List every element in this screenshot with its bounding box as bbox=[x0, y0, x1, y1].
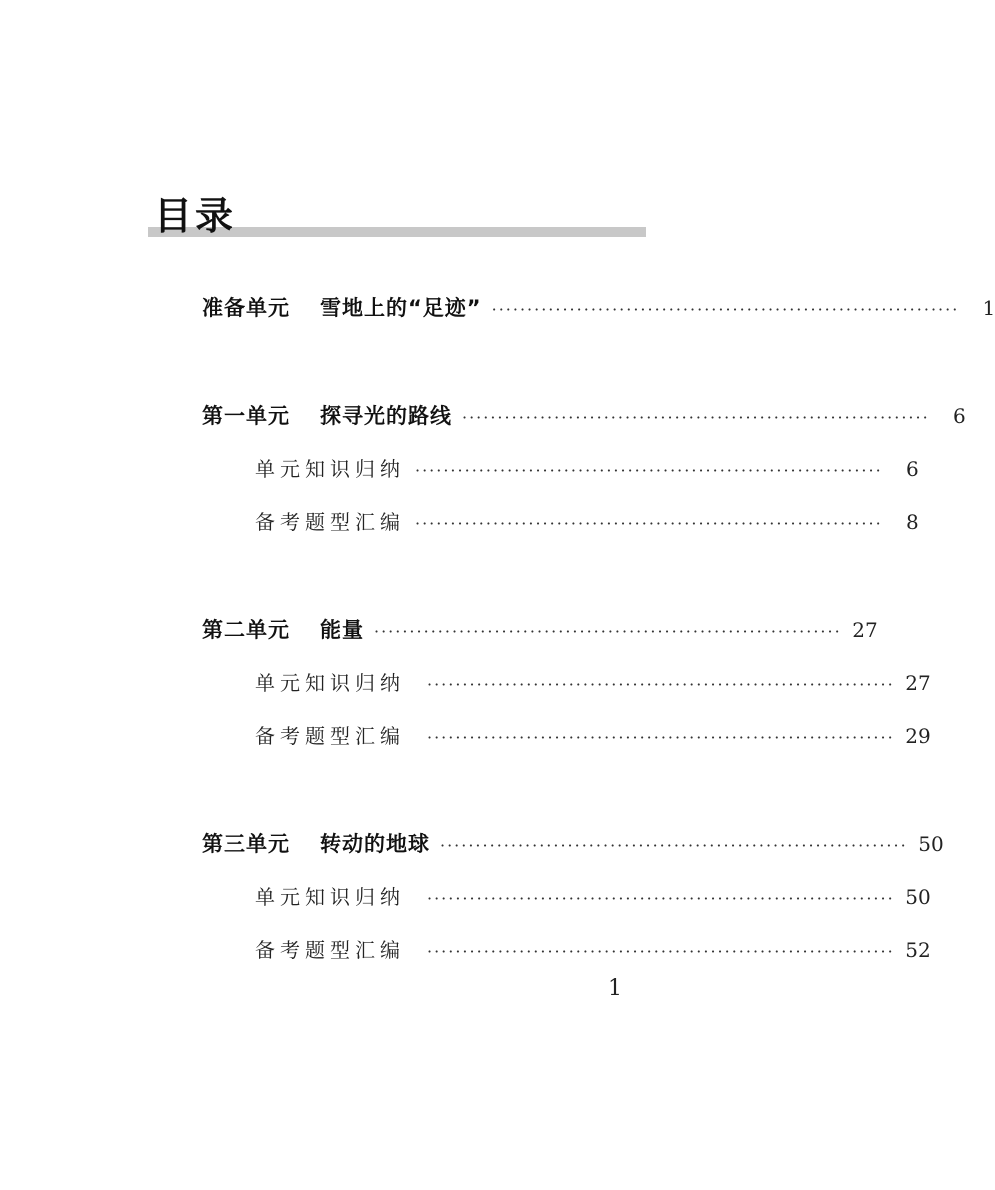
unit-label: 第三单元 bbox=[202, 832, 290, 856]
dot-leader: ·································································· bbox=[427, 675, 895, 694]
section-label: 单元知识归纳 bbox=[255, 671, 405, 695]
page-title: 目录 bbox=[154, 194, 237, 238]
page-number: 27 bbox=[905, 671, 931, 695]
toc-entry-unit-2[interactable] bbox=[202, 615, 878, 645]
page-number: 1 bbox=[982, 296, 995, 320]
page-number: 50 bbox=[905, 885, 931, 909]
page-folio-number: 1 bbox=[608, 976, 622, 1001]
unit-title: 转动的地球 bbox=[320, 832, 430, 856]
page-number: 6 bbox=[952, 404, 966, 428]
page-number: 8 bbox=[905, 510, 919, 534]
toc-entry-unit-3[interactable] bbox=[202, 829, 944, 859]
page-number: 52 bbox=[905, 938, 931, 962]
section-label: 备考题型汇编 bbox=[255, 510, 405, 534]
toc-entry-unit-3-exercises[interactable] bbox=[255, 935, 931, 965]
toc-header bbox=[148, 195, 646, 245]
dot-leader: ·································································· bbox=[427, 728, 895, 747]
unit-label: 第一单元 bbox=[202, 404, 290, 428]
dot-leader: ·································································· bbox=[415, 514, 883, 533]
dot-leader: ·································································· bbox=[415, 461, 883, 480]
dot-leader: ·································································· bbox=[427, 942, 895, 961]
dot-leader: ·································································· bbox=[427, 889, 895, 908]
unit-title: 能量 bbox=[320, 618, 364, 642]
section-label: 备考题型汇编 bbox=[255, 938, 405, 962]
page-number: 27 bbox=[852, 618, 878, 642]
dot-leader: ·································································· bbox=[462, 408, 930, 427]
section-label: 备考题型汇编 bbox=[255, 724, 405, 748]
page-number: 6 bbox=[905, 457, 919, 481]
toc-entry-unit-1-exercises[interactable] bbox=[255, 507, 919, 537]
section-label: 单元知识归纳 bbox=[255, 885, 405, 909]
page-number: 50 bbox=[918, 832, 944, 856]
unit-title: 雪地上的“足迹” bbox=[320, 296, 482, 320]
toc-entry-prep-unit[interactable] bbox=[202, 293, 995, 323]
dot-leader: ·································································· bbox=[440, 836, 908, 855]
unit-label: 准备单元 bbox=[202, 296, 290, 320]
dot-leader: ·································································· bbox=[491, 300, 960, 319]
section-label: 单元知识归纳 bbox=[255, 457, 405, 481]
dot-leader: ·································································· bbox=[374, 622, 842, 641]
unit-title: 探寻光的路线 bbox=[320, 404, 452, 428]
toc-entry-unit-1-summary[interactable] bbox=[255, 454, 919, 484]
page-number: 29 bbox=[905, 724, 931, 748]
toc-entry-unit-3-summary[interactable] bbox=[255, 882, 931, 912]
unit-label: 第二单元 bbox=[202, 618, 290, 642]
toc-entry-unit-1[interactable] bbox=[202, 401, 966, 431]
toc-entry-unit-2-exercises[interactable] bbox=[255, 721, 931, 751]
toc-entry-unit-2-summary[interactable] bbox=[255, 668, 931, 698]
